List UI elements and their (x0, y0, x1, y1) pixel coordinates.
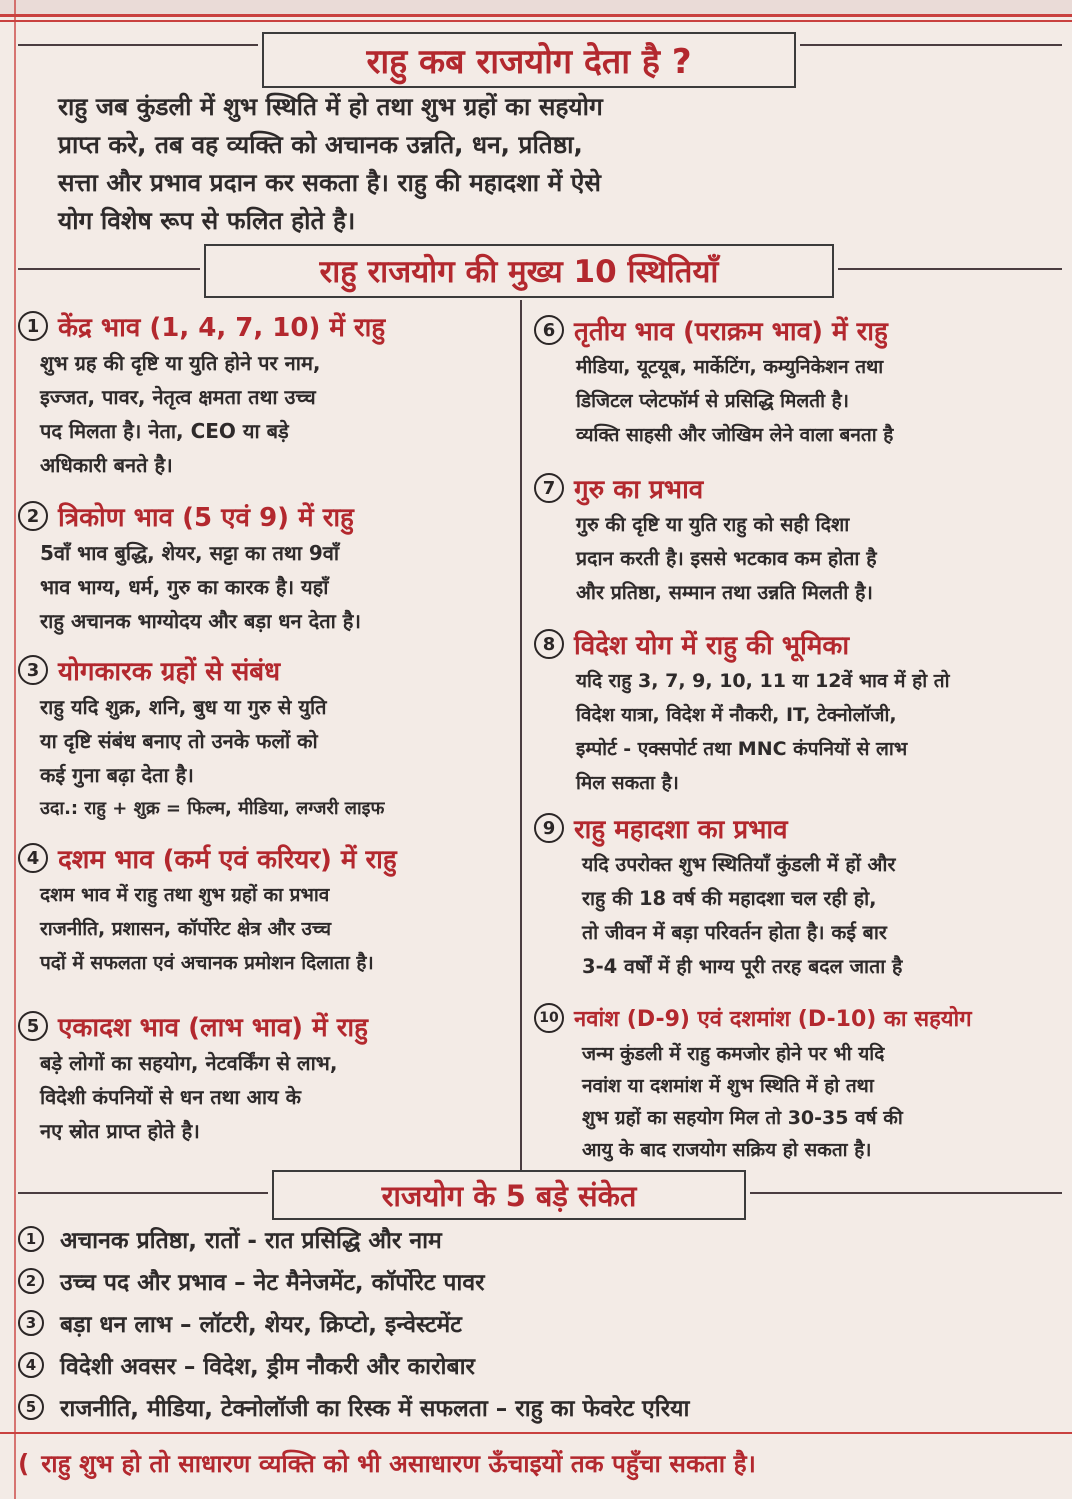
footer-text: राहु शुभ हो तो साधारण व्यक्ति को भी असाधारण ऊँचाइयों तक पहुँचा सकता है। (41, 1448, 756, 1478)
condition-line: नवांश या दशमांश में शुभ स्थिति में हो तथा (582, 1075, 874, 1097)
condition-line: शुभ ग्रह की दृष्टि या युति होने पर नाम, (40, 351, 321, 375)
number-badge: 3 (18, 655, 48, 685)
condition-line: व्यक्ति साहसी और जोखिम लेने वाला बनता है (576, 424, 894, 446)
number-badge: 10 (534, 1003, 564, 1033)
condition-line: आयु के बाद राजयोग सक्रिय हो सकता है। (582, 1139, 872, 1161)
condition-line: विदेश यात्रा, विदेश में नौकरी, IT, टेक्नोलॉजी, (576, 704, 897, 726)
condition-title: तृतीय भाव (पराक्रम भाव) में राहु (574, 317, 888, 347)
number-badge: 8 (534, 629, 564, 659)
top-band (0, 0, 1072, 14)
number-badge: 7 (534, 473, 564, 503)
signs-rule-right (750, 1192, 1062, 1194)
condition-10 (534, 998, 1064, 1166)
condition-title: नवांश (D-9) एवं दशमांश (D-10) का सहयोग (574, 1007, 972, 1032)
condition-line: इज्जत, पावर, नेतृत्व क्षमता तथा उच्च (40, 385, 316, 409)
section-rule-right (838, 268, 1062, 270)
title-rule-right (800, 44, 1062, 46)
sign-text: राजनीति, मीडिया, टेक्नोलॉजी का रिस्क में सफलता – राहु का फेवरेट एरिया (60, 1396, 690, 1422)
condition-line: 5वाँ भाव बुद्धि, शेयर, सट्टा का तथा 9वाँ (40, 541, 340, 565)
number-badge: 3 (18, 1310, 44, 1336)
sign-item (18, 1260, 1058, 1302)
condition-line: पदों में सफलता एवं अचानक प्रमोशन दिलाता है। (40, 952, 374, 974)
section-rule-left (18, 268, 200, 270)
intro-line: सत्ता और प्रभाव प्रदान कर सकता है। राहु की महादशा में ऐसे (58, 168, 601, 197)
condition-line: अधिकारी बनते है। (40, 453, 173, 477)
condition-line: कई गुना बढ़ा देता है। (40, 763, 194, 787)
intro-line: राहु जब कुंडली में शुभ स्थिति में हो तथा शुभ ग्रहों का सहयोग (58, 92, 603, 121)
condition-line: विदेशी कंपनियों से धन तथा आय के (40, 1085, 301, 1109)
condition-line: या दृष्टि संबंध बनाए तो उनके फलों को (40, 729, 318, 753)
condition-line: राहु की 18 वर्ष की महादशा चल रही हो, (582, 887, 877, 910)
condition-line: पद मिलता है। नेता, CEO या बड़े (40, 419, 289, 443)
condition-9 (534, 808, 1064, 984)
sign-text: अचानक प्रतिष्ठा, रातों - रात प्रसिद्धि और नाम (60, 1228, 442, 1254)
signs-title (272, 1170, 746, 1220)
condition-title: एकादश भाव (लाभ भाव) में राहु (58, 1013, 368, 1043)
number-badge: 6 (534, 315, 564, 345)
condition-title: केंद्र भाव (1, 4, 7, 10) में राहु (58, 313, 386, 343)
sign-text: उच्च पद और प्रभाव – नेट मैनेजमेंट, कॉर्पोरेट पावर (60, 1270, 485, 1296)
condition-line: भाव भाग्य, धर्म, गुरु का कारक है। यहाँ (40, 575, 329, 599)
sign-item (18, 1218, 1058, 1260)
condition-line: मीडिया, यूटयूब, मार्केटिंग, कम्युनिकेशन तथा (576, 356, 884, 378)
number-badge: 4 (18, 1352, 44, 1378)
intro-line: योग विशेष रूप से फलित होते है। (58, 206, 356, 235)
condition-line: इम्पोर्ट - एक्सपोर्ट तथा MNC कंपनियों से लाभ (576, 738, 908, 760)
condition-line: प्रदान करती है। इससे भटकाव कम होता है (576, 547, 877, 570)
bracket-icon: ( (18, 1448, 30, 1478)
section-title-text: राहु राजयोग की मुख्य 10 स्थितियाँ (319, 254, 719, 290)
condition-6 (534, 310, 1064, 452)
condition-3 (18, 650, 518, 826)
number-badge: 5 (18, 1011, 48, 1041)
condition-line: मिल सकता है। (576, 772, 679, 794)
number-badge: 1 (18, 311, 48, 341)
condition-title: दशम भाव (कर्म एवं करियर) में राहु (58, 845, 397, 875)
top-red-rule-2 (0, 20, 1072, 22)
number-badge: 2 (18, 1268, 44, 1294)
number-badge: 5 (18, 1394, 44, 1420)
condition-title: गुरु का प्रभाव (574, 475, 704, 505)
number-badge: 2 (18, 501, 48, 531)
main-title (262, 32, 796, 88)
condition-8 (534, 624, 1064, 800)
condition-line: राहु यदि शुक्र, शनि, बुध या गुरु से युति (40, 695, 327, 719)
sign-item (18, 1302, 1058, 1344)
signs-rule-left (18, 1192, 268, 1194)
condition-line: गुरु की दृष्टि या युति राहु को सही दिशा (576, 513, 850, 536)
condition-line: यदि उपरोक्त शुभ स्थितियाँ कुंडली में हों और (582, 853, 896, 876)
condition-line: तो जीवन में बड़ा परिवर्तन होता है। कई बार (582, 921, 887, 944)
sign-text: विदेशी अवसर – विदेश, ड्रीम नौकरी और कारोबार (60, 1354, 475, 1380)
sign-text: बड़ा धन लाभ – लॉटरी, शेयर, क्रिप्टो, इन्वेस्टमेंट (60, 1312, 462, 1338)
sign-item (18, 1386, 1058, 1428)
condition-4 (18, 838, 518, 980)
condition-line: शुभ ग्रहों का सहयोग मिल तो 30-35 वर्ष की (582, 1107, 903, 1129)
footer-note (18, 1438, 1068, 1488)
condition-7 (534, 468, 1064, 610)
section-title (204, 244, 834, 298)
condition-line: उदा.: राहु + शुक्र = फिल्म, मीडिया, लग्जरी लाइफ (40, 798, 385, 819)
top-red-rule (0, 14, 1072, 17)
signs-title-text: राजयोग के 5 बड़े संकेत (381, 1178, 637, 1213)
condition-title: विदेश योग में राहु की भूमिका (574, 631, 850, 661)
condition-line: 3-4 वर्षों में ही भाग्य पूरी तरह बदल जाता है (582, 955, 903, 978)
condition-line: डिजिटल प्लेटफॉर्म से प्रसिद्धि मिलती है। (576, 390, 849, 412)
left-margin-line (14, 0, 16, 1499)
condition-2 (18, 496, 518, 638)
number-badge: 4 (18, 843, 48, 873)
condition-title: योगकारक ग्रहों से संबंध (58, 657, 281, 687)
signs-list (18, 1218, 1058, 1428)
intro-paragraph (58, 88, 938, 240)
number-badge: 9 (534, 813, 564, 843)
condition-title: राहु महादशा का प्रभाव (574, 815, 788, 845)
condition-line: राहु अचानक भाग्योदय और बड़ा धन देता है। (40, 609, 361, 633)
main-title-text: राहु कब राजयोग देता है ? (366, 42, 692, 82)
column-divider (520, 300, 522, 1178)
condition-line: जन्म कुंडली में राहु कमजोर होने पर भी यदि (582, 1043, 885, 1065)
sign-item (18, 1344, 1058, 1386)
condition-1 (18, 306, 514, 482)
condition-line: यदि राहु 3, 7, 9, 10, 11 या 12वें भाव में हो तो (576, 670, 950, 692)
condition-line: दशम भाव में राहु तथा शुभ ग्रहों का प्रभाव (40, 884, 330, 906)
condition-title: त्रिकोण भाव (5 एवं 9) में राहु (58, 503, 354, 533)
condition-line: बड़े लोगों का सहयोग, नेटवर्किंग से लाभ, (40, 1051, 338, 1075)
number-badge: 1 (18, 1226, 44, 1252)
condition-line: राजनीति, प्रशासन, कॉर्पोरेट क्षेत्र और उच्च (40, 918, 332, 940)
condition-line: और प्रतिष्ठा, सम्मान तथा उन्नति मिलती है। (576, 581, 873, 604)
condition-5 (18, 1006, 518, 1148)
condition-line: नए स्रोत प्राप्त होते है। (40, 1119, 200, 1143)
intro-line: प्राप्त करे, तब वह व्यक्ति को अचानक उन्नति, धन, प्रतिष्ठा, (58, 130, 583, 159)
footer-rule (0, 1432, 1072, 1434)
title-rule-left (18, 44, 258, 46)
